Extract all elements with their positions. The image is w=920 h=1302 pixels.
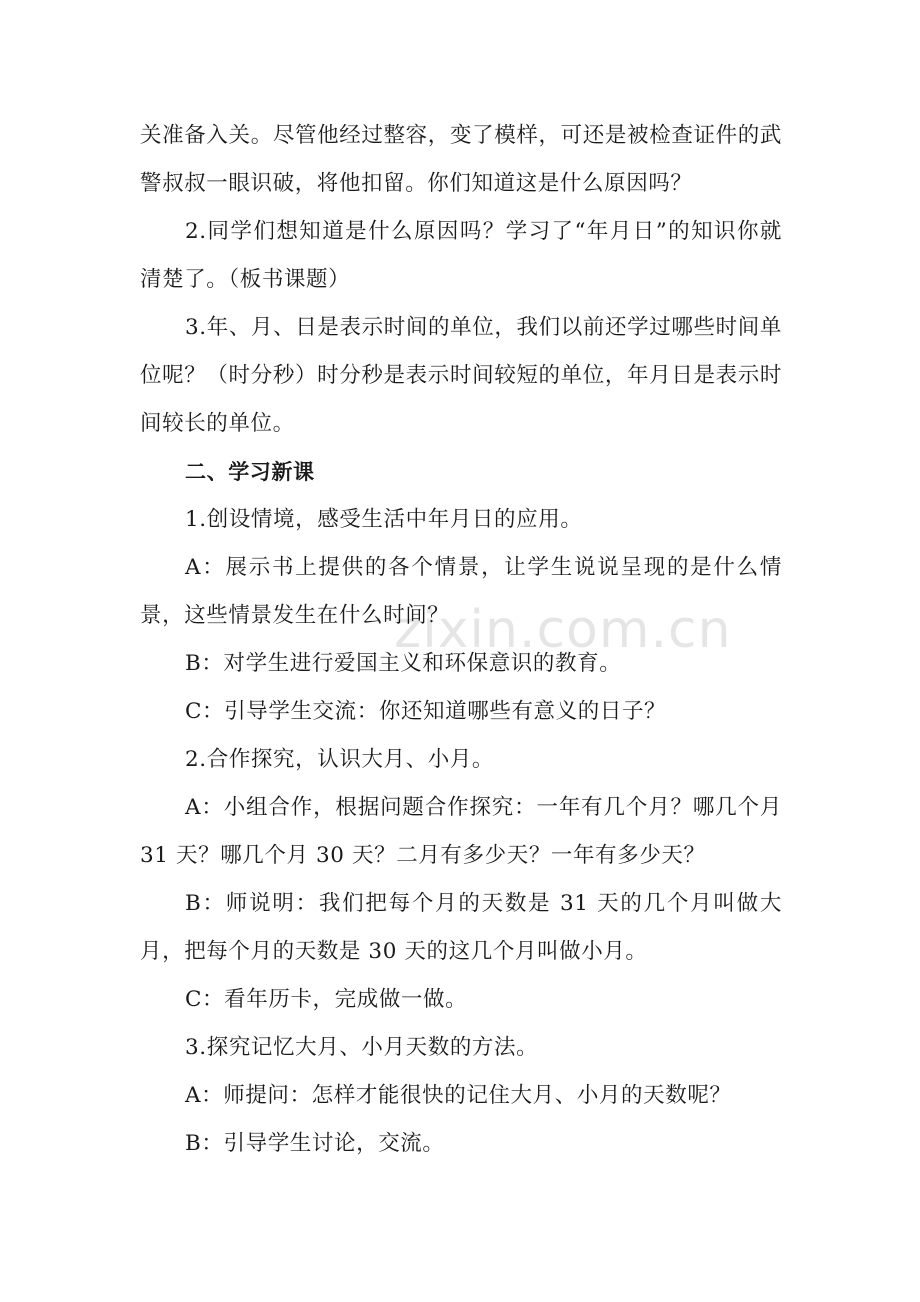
paragraph-item-3: 3.年、月、日是表示时间的单位，我们以前还学过哪些时间单位呢？（时分秒）时分秒是表示时间较短的单位，年月日是表示时间较长的单位。 [140, 315, 782, 436]
section-item-3a: A：师提问：怎样才能很快的记住大月、小月的天数呢？ [185, 1083, 732, 1108]
section-item-2: 2.合作探究，认识大月、小月。 [185, 747, 495, 772]
section-item-3: 3.探究记忆大月、小月天数的方法。 [185, 1035, 539, 1060]
section-item-2c: C：看年历卡，完成做一做。 [185, 987, 468, 1012]
section-item-1b: B：对学生进行爱国主义和环保意识的教育。 [185, 651, 622, 676]
section-item-2b: B：师说明：我们把每个月的天数是 31 天的几个月叫做大月，把每个月的天数是 30 天的这几个月叫做小月。 [140, 891, 782, 964]
section-item-3b: B：引导学生讨论，交流。 [185, 1131, 445, 1156]
watermark: zixin.com.cn [394, 600, 732, 660]
section-item-2a: A：小组合作，根据问题合作探究：一年有几个月？哪几个月 31 天？哪几个月 30 天？二月有多少天？一年有多少天？ [140, 795, 782, 868]
paragraph-item-2: 2.同学们想知道是什么原因吗？学习了“年月日”的知识你就清楚了。（板书课题） [140, 219, 782, 292]
section-item-1: 1.创设情境，感受生活中年月日的应用。 [185, 507, 583, 532]
section-item-1c: C：引导学生交流：你还知道哪些有意义的日子？ [185, 699, 667, 724]
document-body [140, 112, 782, 1168]
section-heading: 二、学习新课 [185, 460, 315, 484]
paragraph-continuation: 关准备入关。尽管他经过整容，变了模样，可还是被检查证件的武警叔叔一眼识破，将他扣留。你们知道这是什么原因吗？ [140, 123, 782, 196]
section-item-1a: A：展示书上提供的各个情景，让学生说说呈现的是什么情景，这些情景发生在什么时间？ [140, 555, 782, 628]
